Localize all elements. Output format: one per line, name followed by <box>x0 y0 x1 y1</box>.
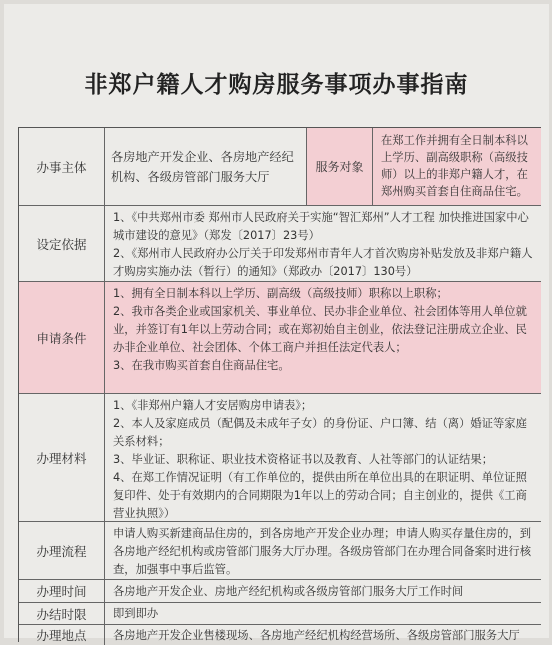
label-conditions: 申请条件 <box>19 282 105 393</box>
label-basis: 设定依据 <box>19 206 105 281</box>
conditions-line-3: 3、在我市购买首套自住商品住宅。 <box>113 359 290 372</box>
value-conditions <box>105 282 541 393</box>
row-basis <box>19 206 541 282</box>
basis-line-1: 1、《中共郑州市委 郑州市人民政府关于实施“智汇郑州”人才工程 加快推进国家中心城市建设的意见》（郑发〔2017〕23号） <box>113 211 529 242</box>
materials-line-3: 3、毕业证、职称证、职业技术资格证书以及教育、人社等部门的认证结果； <box>113 453 493 466</box>
row-process <box>19 522 541 580</box>
value-time: 各房地产开发企业、房地产经纪机构或各级房管部门服务大厅工作时间 <box>113 584 464 598</box>
label-subject: 办事主体 <box>19 128 105 205</box>
document-page <box>4 4 549 643</box>
value-target: 在郑工作并拥有全日制本科以上学历、副高级职称（高级技师）以上的非郑户籍人才，在郑州购买首套自住商品住宅。 <box>373 128 541 205</box>
label-place: 办理地点 <box>19 625 105 645</box>
label-target: 服务对象 <box>307 128 373 205</box>
value-basis <box>105 206 541 281</box>
row-materials <box>19 394 541 522</box>
value-limit: 即到即办 <box>113 607 159 620</box>
row-conditions <box>19 282 541 394</box>
row-limit <box>19 603 541 625</box>
value-process: 申请人购买新建商品住房的，到各房地产开发企业办理；申请人购买存量住房的，到各房地产经纪机构或房管部门服务大厅办理。各级房管部门在办理合同备案时进行核查，加强事中事后监管。 <box>113 527 531 576</box>
row-time <box>19 580 541 603</box>
row-place <box>19 625 541 645</box>
guide-table <box>18 127 541 642</box>
value-materials <box>105 394 541 521</box>
materials-line-2: 2、本人及家庭成员（配偶及未成年子女）的身份证、户口簿、结（离）婚证等家庭关系材料； <box>113 417 527 448</box>
page-title: 非郑户籍人才购房服务事项办事指南 <box>84 71 469 98</box>
materials-line-4: 4、在郑工作情况证明（有工作单位的，提供由所在单位出具的在职证明、单位证照复印件、处于有效期内的合同期限为1年以上的劳动合同；自主创业的，提供《工商营业执照》） <box>113 471 527 520</box>
label-time: 办理时间 <box>19 580 105 602</box>
label-process: 办理流程 <box>19 522 105 579</box>
label-limit: 办结时限 <box>19 603 105 624</box>
value-subject: 各房地产开发企业、各房地产经纪机构、各级房管部门服务大厅 <box>105 128 307 205</box>
value-place: 各房地产开发企业售楼现场、各房地产经纪机构经营场所、各级房管部门服务大厅 <box>113 628 520 642</box>
materials-line-1: 1、《非郑州户籍人才安居购房申请表》； <box>113 399 313 412</box>
basis-line-2: 2、《郑州市人民政府办公厅关于印发郑州市青年人才首次购房补贴发放及非郑户籍人才购房实施办法（暂行）的通知》（郑政办〔2017〕130号） <box>113 247 533 278</box>
conditions-line-1: 1、拥有全日制本科以上学历、副高级（高级技师）职称以上职称； <box>113 287 448 300</box>
label-materials: 办理材料 <box>19 394 105 521</box>
row-subject <box>19 128 541 206</box>
conditions-line-2: 2、我市各类企业或国家机关、事业单位、民办非企业单位、社会团体等用人单位就业，并签订有1年以上劳动合同；或在郑初始自主创业，依法登记注册成立企业、民办非企业单位、社会团体、个体工商户并担任法定代表人； <box>113 305 527 354</box>
